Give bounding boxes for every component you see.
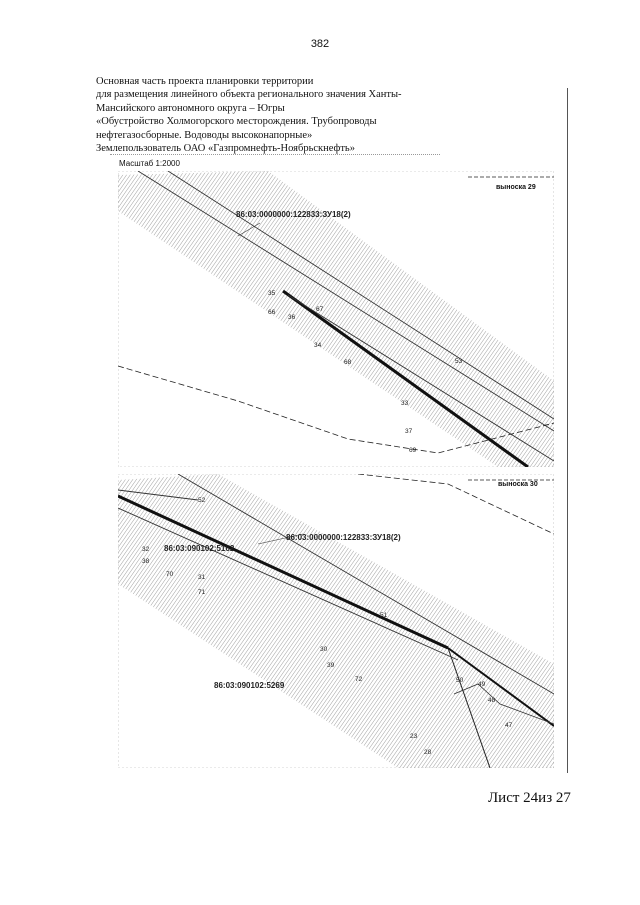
point-label: 53 — [455, 358, 463, 365]
cadastral-number: 86:03:090102:5162 — [164, 544, 235, 553]
sheet-label: Лист 24из 27 — [488, 790, 571, 806]
point-label: 39 — [327, 662, 335, 669]
page-frame-line — [567, 88, 568, 773]
point-label: 68 — [344, 359, 352, 366]
scale-label: Масштаб 1:2000 — [119, 159, 180, 168]
point-label: 47 — [505, 722, 513, 729]
map-callout-29 — [118, 171, 554, 467]
map-29-drawing — [118, 171, 554, 467]
point-label: 31 — [198, 574, 206, 581]
point-label: 71 — [198, 589, 206, 596]
header-line: для размещения линейного объекта регионального значения Ханты- — [96, 89, 402, 101]
point-label: 48 — [488, 697, 496, 704]
point-label: 34 — [314, 342, 322, 349]
header-line: Мансийского автономного округа – Югры — [96, 102, 285, 114]
point-label: 67 — [316, 306, 324, 313]
header-line: нефтегазосборные. Водоводы высоконапорные» — [96, 129, 313, 141]
header-line: Землепользователь ОАО «Газпромнефть-Ноябрьскнефть» — [96, 143, 355, 155]
document-header — [96, 75, 416, 155]
point-label: 37 — [405, 428, 413, 435]
point-label: 69 — [409, 447, 417, 454]
point-label: 70 — [166, 571, 174, 578]
point-label: 32 — [142, 546, 150, 553]
point-label: 51 — [380, 612, 388, 619]
callout-label: выноска 30 — [498, 481, 538, 488]
point-label: 28 — [424, 749, 432, 756]
point-label: 38 — [142, 558, 150, 565]
faded-text-line — [110, 154, 440, 158]
cadastral-number: 86:03:0000000:122833:ЗУ18(2) — [286, 533, 401, 542]
map-30-drawing — [118, 474, 554, 768]
point-label: 33 — [401, 400, 409, 407]
point-label: 72 — [355, 676, 363, 683]
point-label: 23 — [410, 733, 418, 740]
point-label: 35 — [268, 290, 276, 297]
header-line: Основная часть проекта планировки территории — [96, 76, 314, 87]
cadastral-number: 86:03:090102:5269 — [214, 681, 285, 690]
point-label: 50 — [456, 677, 464, 684]
map-callout-30 — [118, 474, 554, 768]
point-label: 36 — [288, 314, 296, 321]
point-label: 66 — [268, 309, 276, 316]
hatched-corridor — [118, 474, 554, 768]
point-label: 52 — [198, 497, 206, 504]
pipeline-line-b — [168, 171, 554, 419]
header-line: «Обустройство Холмогорского месторождения. Трубопроводы — [96, 116, 377, 128]
point-label: 30 — [320, 646, 328, 653]
callout-label: выноска 29 — [496, 184, 536, 191]
point-label: 49 — [478, 681, 486, 688]
cadastral-number: 86:03:0000000:122833:ЗУ18(2) — [236, 210, 351, 219]
page-number: 382 — [310, 38, 330, 50]
